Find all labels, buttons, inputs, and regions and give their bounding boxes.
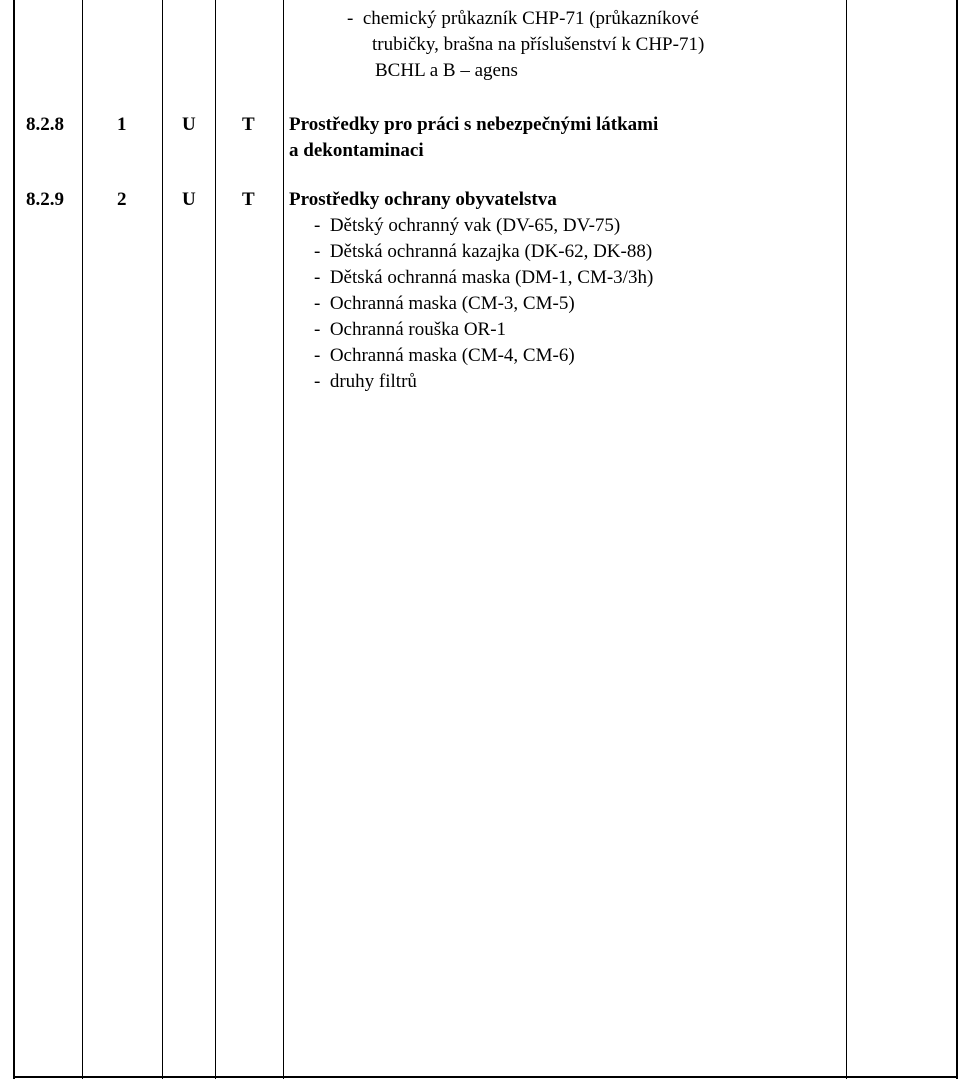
row-col-t: T: [242, 189, 255, 210]
row-col-t: T: [242, 114, 255, 135]
column-divider: [162, 0, 163, 1079]
row-title-line-1: Prostředky ochrany obyvatelstva: [289, 189, 557, 210]
list-item: - Dětská ochranná kazajka (DK-62, DK-88): [314, 241, 653, 262]
table-border-bottom: [13, 1076, 958, 1078]
row-col-u: U: [182, 189, 196, 210]
row-title-line-2: a dekontaminaci: [289, 140, 424, 161]
row-hours: 2: [117, 189, 127, 210]
row-number: 8.2.8: [26, 114, 64, 135]
list-item: - Dětský ochranný vak (DV-65, DV-75): [314, 215, 621, 236]
continuation-line-2: trubičky, brašna na příslušenství k CHP-71): [372, 34, 705, 55]
list-item: - druhy filtrů: [314, 371, 417, 392]
row-col-u: U: [182, 114, 196, 135]
table-border-left: [13, 0, 15, 1079]
continuation-line-3: BCHL a B – agens: [375, 60, 518, 81]
column-divider: [283, 0, 284, 1079]
list-item: - Ochranná maska (CM-4, CM-6): [314, 345, 575, 366]
list-item: - Ochranná rouška OR-1: [314, 319, 507, 340]
row-hours: 1: [117, 114, 127, 135]
protection-items-list: [314, 213, 653, 395]
continuation-line-1: - chemický průkazník CHP-71 (průkazníkové: [347, 8, 699, 29]
column-divider: [846, 0, 847, 1079]
column-divider: [82, 0, 83, 1079]
column-divider: [215, 0, 216, 1079]
row-number: 8.2.9: [26, 189, 64, 210]
list-item: - Dětská ochranná maska (DM-1, CM-3/3h): [314, 267, 654, 288]
table-border-right: [956, 0, 958, 1079]
row-title-line-1: Prostředky pro práci s nebezpečnými látkami: [289, 114, 659, 135]
list-item: - Ochranná maska (CM-3, CM-5): [314, 293, 575, 314]
